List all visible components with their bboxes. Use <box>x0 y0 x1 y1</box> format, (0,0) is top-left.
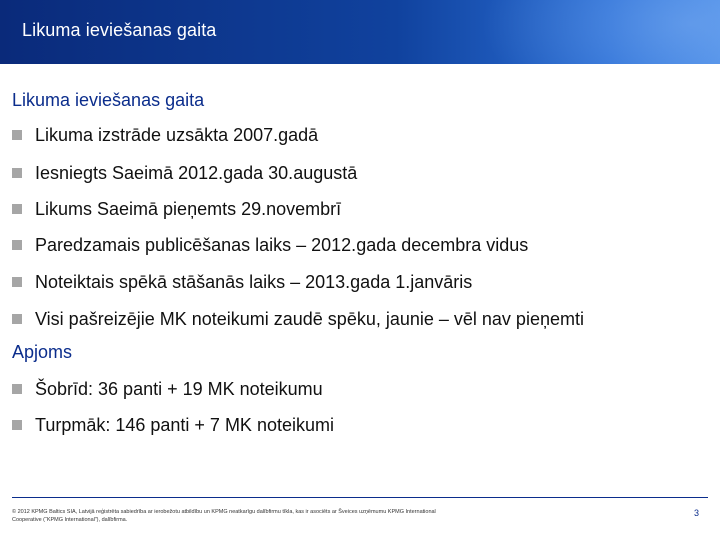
header-decoration <box>480 0 720 64</box>
footer-copyright: © 2012 KPMG Baltics SIA, Latvijā reģistrēta sabiedrība ar ierobežotu atbildību un KPMG neatkarīgu dalībfirmu tīkla, kas ir asociēts ar Šveices uzņēmumu KPMG International Cooperative (“KPMG International”), dalībfirma. <box>12 509 436 523</box>
bullet-item <box>12 123 318 147</box>
bullet-item <box>12 413 334 437</box>
square-bullet-icon <box>12 420 22 430</box>
bullet-text: Likuma izstrāde uzsākta 2007.gadā <box>35 124 319 145</box>
bullet-text: Visi pašreizējie MK noteikumi zaudē spēku, jaunie – vēl nav pieņemti <box>35 308 584 329</box>
bullet-item <box>12 307 584 331</box>
square-bullet-icon <box>12 277 22 287</box>
bullet-item <box>12 270 472 294</box>
bullet-item <box>12 197 341 221</box>
bullet-text: Iesniegts Saeimā 2012.gada 30.augustā <box>35 162 358 183</box>
square-bullet-icon <box>12 240 22 250</box>
square-bullet-icon <box>12 314 22 324</box>
square-bullet-icon <box>12 384 22 394</box>
bullet-text: Likums Saeimā pieņemts 29.novembrī <box>35 198 342 219</box>
square-bullet-icon <box>12 130 22 140</box>
bullet-item <box>12 233 528 257</box>
bullet-text: Noteiktais spēkā stāšanās laiks – 2013.gada 1.janvāris <box>35 271 473 292</box>
section-title-progress: Likuma ieviešanas gaita <box>12 90 205 110</box>
section-title-scope: Apjoms <box>12 342 73 362</box>
square-bullet-icon <box>12 204 22 214</box>
slide-header <box>0 0 720 64</box>
bullet-item <box>12 377 323 401</box>
bullet-text: Turpmāk: 146 panti + 7 MK noteikumi <box>35 414 334 435</box>
square-bullet-icon <box>12 168 22 178</box>
page-number: 3 <box>694 508 700 518</box>
bullet-text: Šobrīd: 36 panti + 19 MK noteikumu <box>35 378 323 399</box>
bullet-item <box>12 161 357 185</box>
header-title: Likuma ieviešanas gaita <box>22 20 217 40</box>
footer-divider <box>12 497 708 498</box>
bullet-text: Paredzamais publicēšanas laiks – 2012.gada decembra vidus <box>35 234 529 255</box>
